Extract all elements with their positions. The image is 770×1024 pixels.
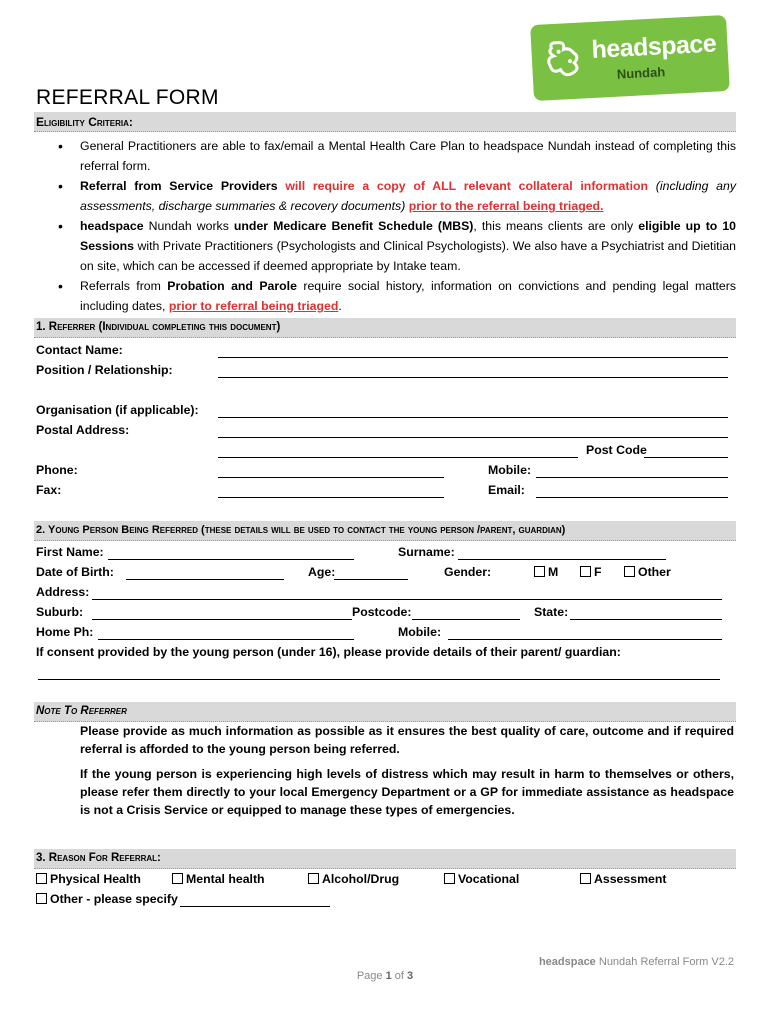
postal-address-label: Postal Address: xyxy=(36,423,130,437)
eligibility-item-mbs: • headspace Nundah works under Medicare Benefit Schedule (MBS), this means clients are only eligible up to 10 Sessions with Private Practitioners (Psychologists and Clinical Psychologists). We also have a Psychiatrist and Dietitian on site, which can be accessed if deemed appropriate by Intake team. xyxy=(58,216,736,276)
first-name-field[interactable] xyxy=(108,559,354,560)
checkbox-icon xyxy=(36,873,47,884)
reason-other[interactable]: Other - please specify xyxy=(36,892,178,906)
state-label: State: xyxy=(534,605,569,619)
phone-field[interactable] xyxy=(218,477,444,478)
mobile-field[interactable] xyxy=(536,477,728,478)
postal-address-field[interactable] xyxy=(218,437,728,438)
logo-location: Nundah xyxy=(616,64,666,82)
young-person-section-heading: 2. Young Person Being Referred (these details will be used to contact the young person /parent, guardian) xyxy=(34,521,736,541)
first-name-label: First Name: xyxy=(36,545,104,559)
gender-label: Gender: xyxy=(444,565,492,579)
reason-vocational[interactable]: Vocational xyxy=(444,872,519,886)
gender-female-option[interactable]: F xyxy=(580,565,602,579)
checkbox-icon xyxy=(308,873,319,884)
age-field[interactable] xyxy=(334,579,408,580)
eligibility-list xyxy=(58,136,736,316)
address-field[interactable] xyxy=(92,599,722,600)
phone-label: Phone: xyxy=(36,463,78,477)
yp-mobile-label: Mobile: xyxy=(398,625,442,639)
guardian-consent-label: If consent provided by the young person (under 16), please provide details of their parent/ guardian: xyxy=(36,645,621,659)
headspace-glyph-icon xyxy=(545,38,587,80)
state-field[interactable] xyxy=(570,619,722,620)
checkbox-icon xyxy=(580,873,591,884)
reason-alcohol-drug[interactable]: Alcohol/Drug xyxy=(308,872,399,886)
mobile-label: Mobile: xyxy=(488,463,532,477)
surname-label: Surname: xyxy=(398,545,455,559)
reason-physical-health[interactable]: Physical Health xyxy=(36,872,141,886)
dob-label: Date of Birth: xyxy=(36,565,114,579)
organisation-label: Organisation (if applicable): xyxy=(36,403,199,417)
position-label: Position / Relationship: xyxy=(36,363,173,377)
email-field[interactable] xyxy=(536,497,728,498)
reason-assessment[interactable]: Assessment xyxy=(580,872,666,886)
contact-name-field[interactable] xyxy=(218,357,728,358)
checkbox-icon xyxy=(444,873,455,884)
logo-name: headspace xyxy=(590,29,717,64)
eligibility-item-probation: • Referrals from Probation and Parole require social history, information on convictions and pending legal matters including dates, prior to referral being triaged. xyxy=(58,276,736,316)
checkbox-icon xyxy=(172,873,183,884)
postal-address-field-2[interactable] xyxy=(218,457,578,458)
email-label: Email: xyxy=(488,483,525,497)
note-paragraph-2: If the young person is experiencing high levels of distress which may result in harm to themselves or others, please refer them directly to your local Emergency Department or a GP for immediate assistance as headspace is not a Crisis Service or equipped to manage these types of emergencies. xyxy=(80,767,734,817)
contact-name-label: Contact Name: xyxy=(36,343,123,357)
position-field[interactable] xyxy=(218,377,728,378)
note-paragraph-1: Please provide as much information as possible as it ensures the best quality of care, outcome and if required referral is afforded to the young person being referred. xyxy=(80,724,734,756)
organisation-field[interactable] xyxy=(218,417,728,418)
checkbox-icon xyxy=(580,566,591,577)
dob-field[interactable] xyxy=(126,579,284,580)
checkbox-icon xyxy=(624,566,635,577)
headspace-logo xyxy=(530,15,730,101)
guardian-details-field[interactable] xyxy=(38,679,720,680)
fax-field[interactable] xyxy=(218,497,444,498)
checkbox-icon xyxy=(534,566,545,577)
yp-mobile-field[interactable] xyxy=(448,639,722,640)
reason-section-heading: 3. Reason For Referral: xyxy=(34,849,736,869)
eligibility-item-service-providers: • Referral from Service Providers will require a copy of ALL relevant collateral information (including any assessments, discharge summaries & recovery documents) prior to the referral being triaged. xyxy=(58,176,736,216)
checkbox-icon xyxy=(36,893,47,904)
home-phone-field[interactable] xyxy=(98,639,354,640)
referrer-section-heading: 1. Referrer (Individual completing this document) xyxy=(34,318,736,338)
page-number: Page 1 of 3 xyxy=(356,970,414,982)
gender-male-option[interactable]: M xyxy=(534,565,558,579)
footer-version: headspace Nundah Referral Form V2.2 xyxy=(538,956,734,968)
fax-label: Fax: xyxy=(36,483,62,497)
eligibility-heading: Eligibility Criteria: xyxy=(34,112,736,132)
gender-other-option[interactable]: Other xyxy=(624,565,671,579)
address-label: Address: xyxy=(36,585,90,599)
postcode-field[interactable] xyxy=(644,457,728,458)
home-phone-label: Home Ph: xyxy=(36,625,94,639)
reason-mental-health[interactable]: Mental health xyxy=(172,872,265,886)
page-title: REFERRAL FORM xyxy=(36,86,219,109)
age-label: Age: xyxy=(308,565,336,579)
eligibility-item-gp: • General Practitioners are able to fax/email a Mental Health Care Plan to headspace Nundah instead of completing this referral form. xyxy=(58,136,736,176)
yp-postcode-field[interactable] xyxy=(412,619,520,620)
note-heading: Note To Referrer xyxy=(34,702,736,722)
postcode-label: Post Code xyxy=(586,443,647,457)
reason-other-field[interactable] xyxy=(180,906,330,907)
suburb-field[interactable] xyxy=(92,619,352,620)
suburb-label: Suburb: xyxy=(36,605,84,619)
surname-field[interactable] xyxy=(458,559,666,560)
yp-postcode-label: Postcode: xyxy=(352,605,412,619)
